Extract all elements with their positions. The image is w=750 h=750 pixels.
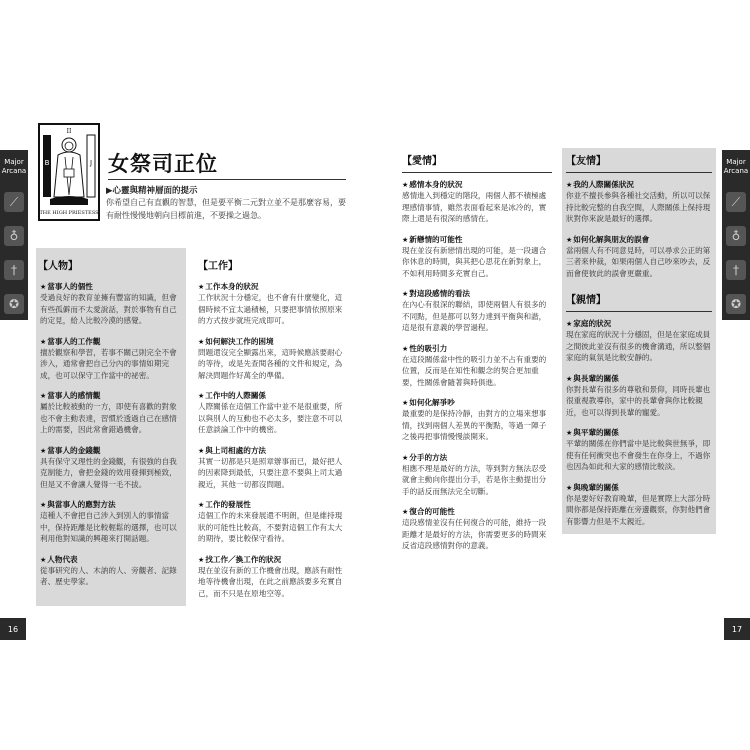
person-section — [36, 248, 186, 606]
cup-icon: ♁ — [726, 226, 746, 246]
person-item-list — [36, 281, 186, 588]
sword-icon: † — [4, 260, 24, 280]
cup-icon: ♁ — [4, 226, 24, 246]
work-item-body: 工作狀況十分穩定，也不會有什麼變化，這個時候不宜太過積極，只要把事情依照原來的方式按步就班完成即可。 — [198, 293, 343, 325]
family-item-body: 現在家庭的狀況十分穩固，但是在家庭成員之間彼此並沒有很多的機會溝通，所以整個家庭的氣氛是比較安靜的。 — [566, 330, 711, 362]
friendship-item-body: 當兩個人有不同意見時，可以尋求公正的第三者來仲裁，如果兩個人自己吵來吵去，反而會使彼此的誤會更嚴重。 — [566, 245, 711, 278]
high-priestess-illustration — [40, 125, 98, 219]
love-item-heading: ★ 感情本身的狀況 — [402, 179, 552, 190]
love-item-heading: ★ 對這段感情的看法 — [402, 288, 552, 299]
family-item-heading: ★ 家庭的狀況 — [566, 318, 712, 329]
love-item-body: 在內心有很深的聯結，即使兩個人有很多的不同點，但是都可以努力達到平衡與和諧，這是很有意義的學習過程。 — [402, 300, 547, 332]
wand-icon: ⟋ — [4, 192, 24, 212]
family-item-heading: ★ 與晚輩的關係 — [566, 482, 712, 493]
person-item-body: 受過良好的教育並擁有豐富的知識，但會有些孤僻而不太愛說話，對於事物有自己的定見，給人比較冷漠的感覺。 — [40, 293, 177, 325]
sword-icon: † — [726, 260, 746, 280]
work-item-heading: ★ 如何解決工作的困境 — [198, 336, 348, 347]
work-item-body: 現在並沒有新的工作機會出現，應該有耐性地等待機會出現，在此之前應該要多充實自己，而不只是在原地空等。 — [198, 565, 343, 598]
person-item-heading: ★ 當事人的個性 — [40, 281, 184, 292]
person-item-heading: ★ 與當事人的應對方法 — [40, 499, 184, 510]
intro-heading: ▶心靈與精神層面的提示 — [106, 186, 198, 196]
pentacle-icon: ✪ — [726, 294, 746, 314]
title-rule — [108, 179, 346, 180]
love-item-body: 在這段關係當中性的吸引力並不占有重要的位置，反而是在知性和觀念的契合更加重要，性關係會隨著與時俱進。 — [402, 354, 547, 387]
person-item-heading: ★ 當事人的感情觀 — [40, 390, 184, 401]
friendship-item-body: 你並不擅長參與各種社交活動，所以可以保持比較完整的自我空間，人際關係上保持現狀對你來說是最好的選擇。 — [566, 191, 711, 223]
family-item-heading: ★ 與長輩的關係 — [566, 373, 712, 384]
pentacle-icon: ✪ — [4, 294, 24, 314]
intro-text: 你希望自己有直觀的智慧，但是要平衡二元對立並不是那麼容易，要有耐性慢慢地朝向目標前進，不要操之過急。 — [106, 198, 346, 220]
card-numeral: II — [66, 128, 72, 135]
wand-icon: ⟋ — [726, 192, 746, 212]
work-item-heading: ★ 工作本身的狀況 — [198, 281, 348, 292]
person-item-body: 擅於觀察和學習，若事不關己則完全不會涉入，通常會把自己分內的事情如期完成，也可以保守工作當中的祕密。 — [40, 347, 177, 380]
work-item-heading: ★ 找工作／換工作的狀況 — [198, 554, 348, 565]
friendship-section — [562, 148, 716, 279]
love-item-heading: ★ 新戀情的可能性 — [402, 234, 552, 245]
family-title-rule — [566, 311, 712, 312]
pillar-left-letter: B — [44, 159, 50, 167]
love-item-body: 最重要的是保持冷靜，由對方的立場來想事情，找到兩個人差異的平衡點，等過一陣子之後再把事情慢慢談開來。 — [402, 409, 547, 441]
person-item-body: 這種人不會把自己涉入到別人的事情當中，保持距離是比較輕鬆的選擇，也可以利用他對知識的興趣來打開話題。 — [40, 511, 177, 543]
person-item-body: 從事研究的人、木訥的人、旁觀者、記錄者、歷史學家。 — [40, 565, 177, 586]
right-sidebar-label: Major Arcana — [723, 158, 749, 175]
love-item-body: 感情進入到穩定的階段，兩個人都不積極處理感情事情，雖然表面看起來是冰冷的，實際上還是有很深的感情在。 — [402, 191, 547, 223]
friendship-family-section — [562, 148, 716, 534]
love-item-heading: ★ 如何化解爭吵 — [402, 397, 552, 408]
family-item-body: 你是要好好教育晚輩，但是實際上大部分時間你都是保持距離在旁邊觀察，你對他們會有影響力但是不太親近。 — [566, 493, 711, 526]
love-item-heading: ★ 復合的可能性 — [402, 506, 552, 517]
family-section — [562, 279, 716, 527]
person-item-heading: ★ 當事人的金錢觀 — [40, 445, 184, 456]
card-name: THE HIGH PRIESTESS — [40, 210, 98, 216]
page-title: 女祭司正位 — [108, 151, 218, 176]
love-section-title: 【愛情】 — [402, 156, 442, 167]
work-item-heading: ★ 工作的發展性 — [198, 499, 348, 510]
person-item-heading: ★ 人物代表 — [40, 554, 184, 565]
friendship-title-rule — [566, 172, 712, 173]
love-item-body: 相應不理是最好的方法，等到對方無法忍受就會主動向你提出分手，若是你主動提出分手的話反而無法完全切斷。 — [402, 463, 547, 496]
friendship-item-heading: ★ 如何化解與朋友的誤會 — [566, 234, 712, 245]
family-item-body: 你對長輩有很多的尊敬和景仰，同時長輩也很重視教導你，家中的長輩會與你比較親近，也可以得到長輩的寵愛。 — [566, 384, 711, 417]
left-sidebar-label: Major Arcana — [1, 158, 27, 175]
work-item-heading: ★ 工作中的人際關係 — [198, 390, 348, 401]
person-section-title: 【人物】 — [38, 261, 78, 272]
friendship-section-title: 【友情】 — [566, 156, 606, 167]
family-section-title: 【親情】 — [566, 295, 606, 306]
love-item-body: 現在並沒有新戀情出現的可能，是一段適合你休息的時間，與其把心思花在新對象上，不如利用時間多充實自己。 — [402, 245, 547, 278]
person-item-body: 屬於比較被動的一方，即使有喜歡的對象也不會主動表達，習慣於透過自己在感情上的需要，因此常會錯過機會。 — [40, 402, 177, 434]
work-item-heading: ★ 與上司相處的方法 — [198, 445, 348, 456]
work-section — [198, 248, 348, 599]
left-page-number: 16 — [0, 618, 26, 640]
work-item-body: 這個工作的未來發展還不明朗，但是維持現狀的可能性比較高，不要對這個工作有太大的期待，要比較保守看待。 — [198, 511, 343, 543]
person-item-body: 具有保守又理性的金錢觀，有很強的自我克制能力，會把金錢的效用發揮到極致，但是又不會讓人覺得一毛不拔。 — [40, 456, 177, 489]
family-item-heading: ★ 與平輩的關係 — [566, 427, 712, 438]
love-item-heading: ★ 性的吸引力 — [402, 343, 552, 354]
love-title-rule — [402, 172, 552, 173]
work-section-title: 【工作】 — [198, 261, 238, 272]
love-item-body: 這段感情並沒有任何復合的可能，維持一段距離才是最好的方法，你需要更多的時間來反省這段感情對你的意義。 — [402, 518, 547, 550]
pillar-right-letter: J — [89, 159, 93, 167]
love-item-heading: ★ 分手的方法 — [402, 452, 552, 463]
love-section — [402, 148, 552, 552]
right-page-number: 17 — [724, 618, 750, 640]
person-item-heading: ★ 當事人的工作觀 — [40, 336, 184, 347]
work-item-body: 其實一切都是只是照章辦事而已，最好把人的因素降到最低，只要注意不要與上司太過親近，其他一切都沒問題。 — [198, 456, 343, 489]
friendship-item-heading: ★ 我的人際關係狀況 — [566, 179, 712, 190]
work-item-body: 人際關係在這個工作當中並不是很重要，所以與別人的互動也不必太多，要注意不可以任意談論工作中的機密。 — [198, 402, 343, 434]
work-item-body: 問題還沒完全顯露出來，這時候應該要耐心的等待，或是先查閱各種的文件和規定，為解決問題作好萬全的準備。 — [198, 347, 343, 380]
tarot-card-image — [38, 123, 100, 221]
family-item-body: 平輩的關係在你們當中是比較與世無爭，即使有任何衝突也不會發生在你身上，不過你也因為如此和大家的感情比較淡。 — [566, 439, 711, 471]
